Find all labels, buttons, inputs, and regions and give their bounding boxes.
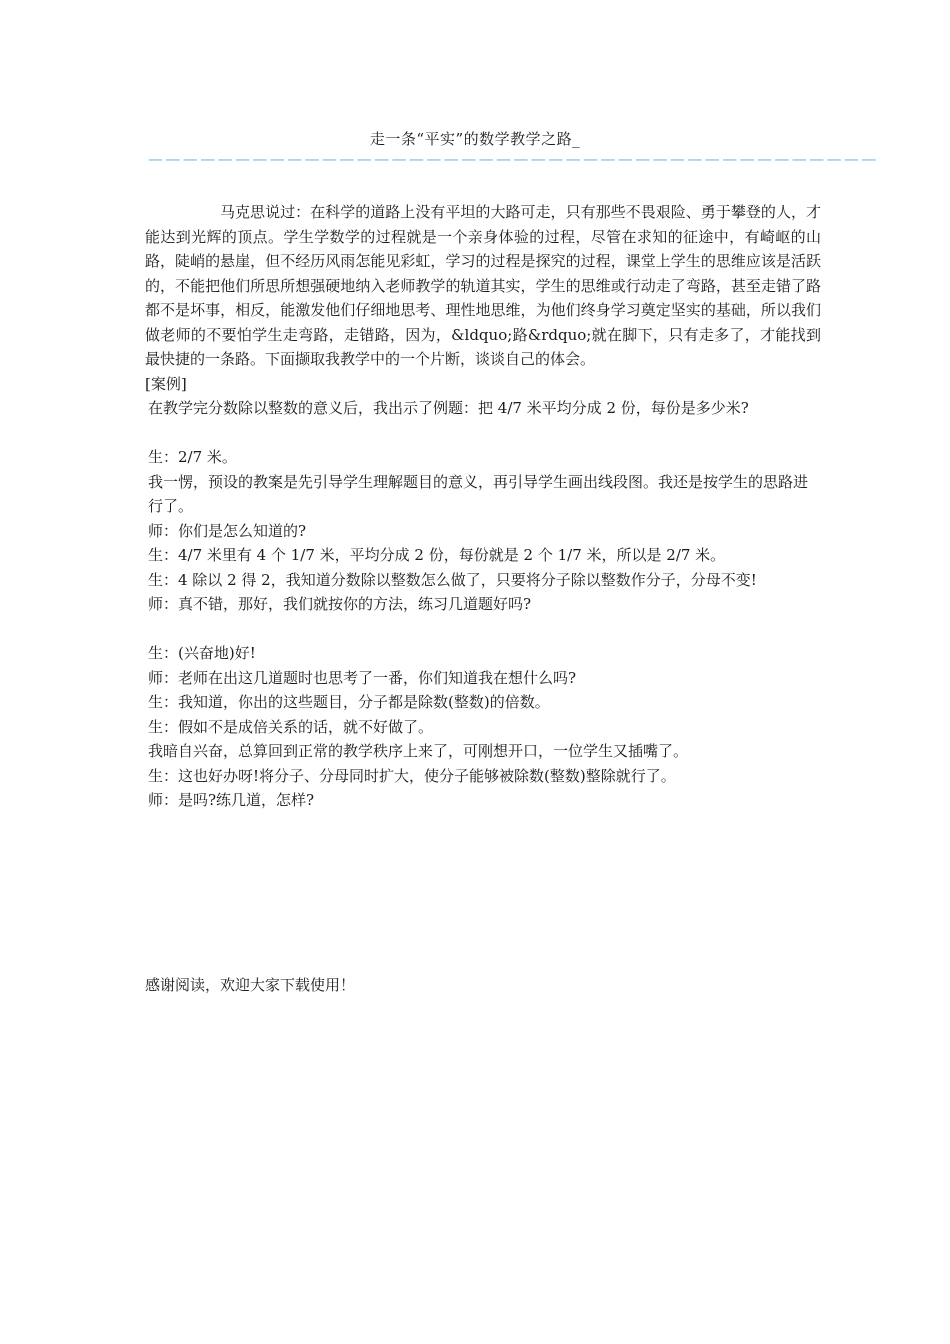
body-line: 生：4 除以 2 得 2，我知道分数除以整数怎么做了，只要将分子除以整数作分子，分母不变! — [148, 570, 757, 589]
intro-paragraph: 马克思说过：在科学的道路上没有平坦的大路可走，只有那些不畏艰险、勇于攀登的人，才能达到光辉的顶点。学生学数学的过程就是一个亲身体验的过程，尽管在求知的征途中，有崎岖的山路，陡峭的悬崖，但不经历风雨怎能见彩虹，学习的过程是探究的过程，课堂上学生的思维应该是活跃的，不能把他们所思所想强硬地纳入老师教学的轨道其实，学生的思维或行动走了弯路，甚至走错了路都不是坏事，相反，能激发他们仔细地思考、理性地思维，为他们终身学习奠定坚实的基础，所以我们做老师的不要怕学生走弯路，走错路，因为，&ldquo;路&rdquo;就在脚下，只有走多了，才能找到最快捷的一条路。下面撷取我教学中的一个片断，谈谈自己的体会。 — [145, 203, 821, 368]
body-line: 生：我知道，你出的这些题目，分子都是除数(整数)的倍数。 — [148, 693, 550, 711]
body-line: 生：4/7 米里有 4 个 1/7 米，平均分成 2 份，每份就是 2 个 1/7 米，所以是 2/7 米。 — [148, 546, 726, 564]
body-line: 师：你们是怎么知道的? — [148, 521, 307, 540]
document-title: 走一条“平实”的数学教学之路_ — [369, 130, 581, 148]
blank-line — [145, 617, 821, 642]
body-line: 我一愣，预设的教案是先引导学生理解题目的意义，再引导学生画出线段图。我还是按学生的思路进行了。 — [148, 472, 809, 515]
body-line: 生：假如不是成倍关系的话，就不好做了。 — [148, 717, 434, 736]
body-line: 师：真不错，那好，我们就按你的方法，练习几道题好吗? — [148, 595, 532, 613]
body-line: 我暗自兴奋，总算回到正常的教学秩序上来了，可刚想开口，一位学生又插嘴了。 — [148, 742, 689, 760]
body-line: 师：是吗?练几道，怎样? — [148, 791, 315, 809]
body-line: 生：(兴奋地)好! — [148, 644, 256, 662]
blank-line — [145, 421, 821, 446]
body-line: 生：这也好办呀!将分子、分母同时扩大，使分子能够被除数(整数)整除就行了。 — [148, 766, 676, 785]
body-line: 师：老师在出这几道题时也思考了一番，你们知道我在想什么吗? — [148, 668, 577, 687]
document-body — [145, 200, 821, 813]
body-line: 在教学完分数除以整数的意义后，我出示了例题：把 4/7 米平均分成 2 份，每份是多少米? — [148, 399, 749, 417]
closing-note: 感谢阅读，欢迎大家下载使用！ — [145, 976, 356, 994]
title-divider: —————————————————————————————————————————— — [148, 150, 879, 168]
case-heading: [案例] — [145, 374, 187, 393]
body-line: 生：2/7 米。 — [148, 448, 237, 466]
